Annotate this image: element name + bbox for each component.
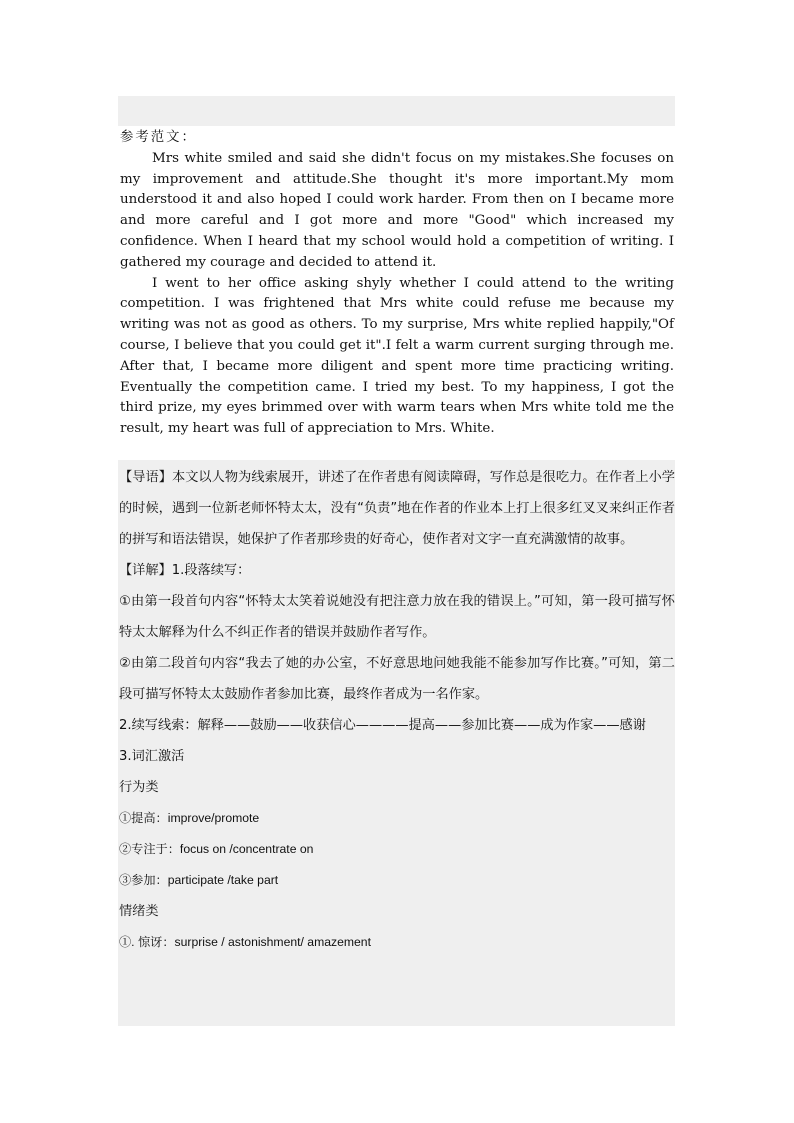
behavior-category: 行为类 xyxy=(119,780,159,795)
vocab-item: ①提高：improve/promote xyxy=(119,811,260,825)
detail-point-1: ①由第一段首句内容“怀特太太笑着说她没有把注意力放在我的错误上。”可知，第一段可描写怀特太太解释为什么不纠正作者的错误并鼓励作者写作。 xyxy=(119,594,675,640)
detail-point-2: ②由第二段首句内容“我去了她的办公室，不好意思地问她我能不能参加写作比赛。”可知，第二段可描写怀特太太鼓励作者参加比赛，最终作者成为一名作家。 xyxy=(119,656,675,702)
detail-title: 【详解】1.段落续写： xyxy=(119,563,251,578)
guide-paragraph: 【导语】本文以人物为线索展开，讲述了在作者患有阅读障碍，写作总是很吃力。在作者上小学的时候，遇到一位新老师怀特太太，没有“负责”地在作者的作业本上打上很多红叉叉来纠正作者的拼写和语法错误，她保护了作者那珍贵的好奇心，使作者对文字一直充满激情的故事。 xyxy=(119,470,675,547)
essay-paragraph-2: I went to her office asking shyly whether I could attend to the writing competition. I was frightened that Mrs white could refuse me because my writing was not as good as others. To my surprise, Mrs white replied happily,"Of course, I believe that you could get it".I felt a warm current surging through me. After that, I became more diligent and spent more time practicing writing. Eventually the competition came. I tried my best. To my happiness, I got the third prize, my eyes brimmed over with warm tears when Mrs white told me the result, my heart was full of appreciation to Mrs. White. xyxy=(120,275,674,437)
essay-heading: 参考范文： xyxy=(120,130,197,145)
vocab-item: ③参加：participate /take part xyxy=(119,873,279,887)
writing-clue: 2.续写线索：解释——鼓励——收获信心————提高——参加比赛——成为作家——感谢 xyxy=(119,718,646,733)
model-essay xyxy=(120,128,674,440)
essay-paragraph-1: Mrs white smiled and said she didn't focus on my mistakes.She focuses on my improvement and attitude.She thought it's more important.My mom understood it and also hoped I could work harder. From then on I became more and more careful and I got more and more "Good" which increased my confidence. When I heard that my school would hold a competition of writing. I gathered my courage and decided to attend it. xyxy=(120,150,674,270)
vocab-item: ①. 惊讶：surprise / astonishment/ amazement xyxy=(119,935,371,949)
analysis-section xyxy=(119,462,675,958)
header-shaded-band xyxy=(118,96,675,126)
vocab-item: ②专注于：focus on /concentrate on xyxy=(119,842,314,856)
emotion-category: 情绪类 xyxy=(119,904,159,919)
vocab-title: 3.词汇激活 xyxy=(119,749,185,764)
